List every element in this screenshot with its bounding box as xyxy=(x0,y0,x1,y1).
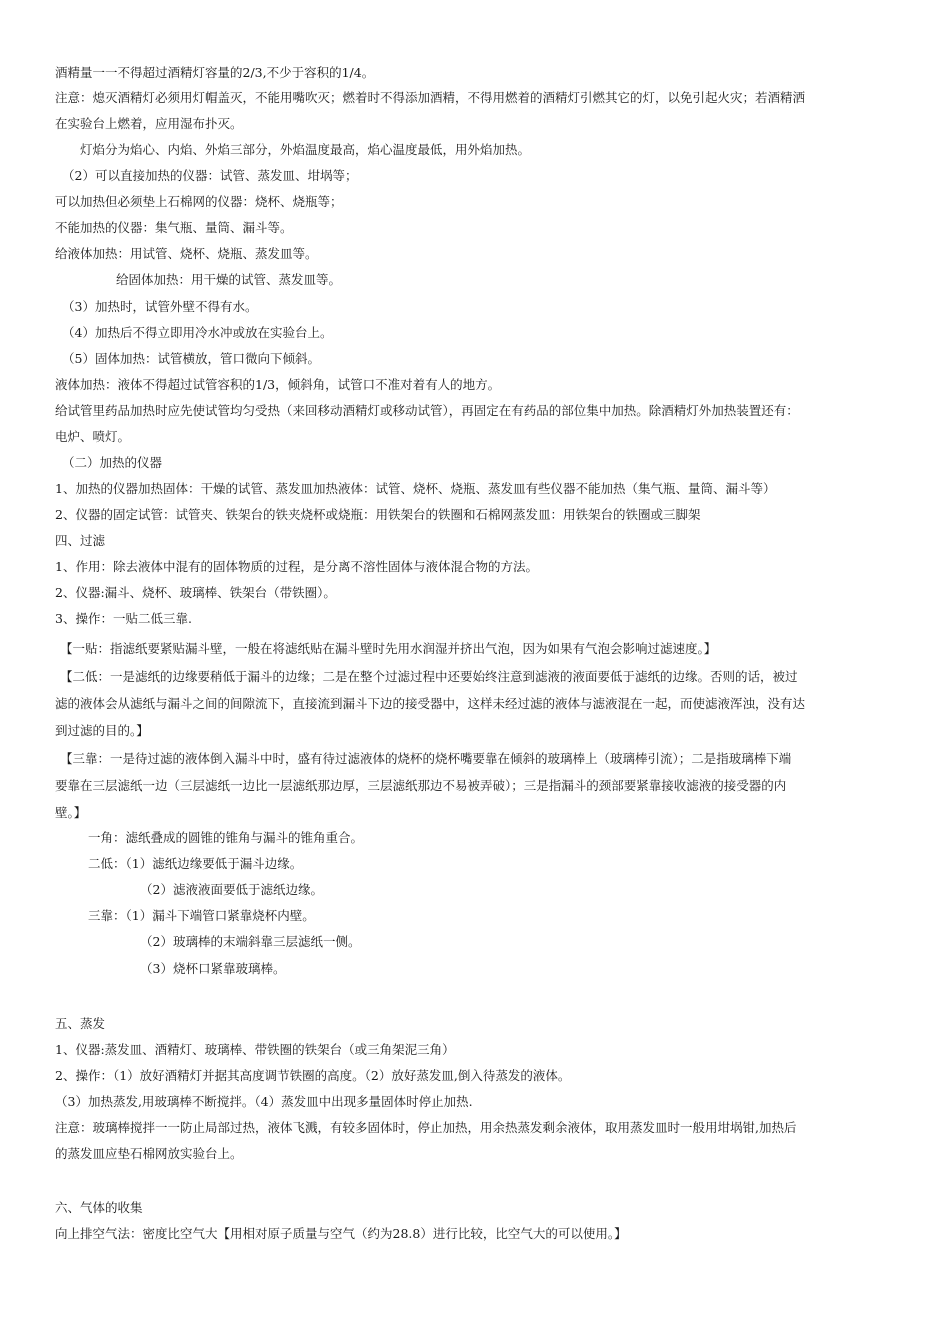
text-line: 2、仪器:漏斗、烧杯、玻璃棒、铁架台（带铁圈）。 xyxy=(55,585,336,600)
text-line: 滤的液体会从滤纸与漏斗之间的间隙流下，直接流到漏斗下边的接受器中，这样未经过滤的液体与滤液混在一起，而使滤液浑浊，没有达 xyxy=(55,696,806,711)
text-line: 电炉、喷灯。 xyxy=(55,429,131,444)
text-line: 三靠：（1）漏斗下端管口紧靠烧杯内壁。 xyxy=(88,908,315,923)
text-line: 2、仪器的固定试管：试管夹、铁架台的铁夹烧杯或烧瓶：用铁架台的铁圈和石棉网蒸发皿：用铁架台的铁圈或三脚架 xyxy=(55,507,701,522)
text-line: 2、操作：（1）放好酒精灯并据其高度调节铁圈的高度。（2）放好蒸发皿,倒入待蒸发的液体。 xyxy=(55,1068,571,1083)
text-line: 1、仪器:蒸发皿、酒精灯、玻璃棒、带铁圈的铁架台（或三角架泥三角） xyxy=(55,1042,455,1057)
text-line: （2）滤液液面要低于滤纸边缘。 xyxy=(140,882,323,897)
section-heading: 四、过滤 xyxy=(55,533,106,548)
text-line: 向上排空气法：密度比空气大【用相对原子质量与空气（约为28.8）进行比较，比空气大的可以使用。】 xyxy=(55,1226,627,1241)
text-line: 注意：玻璃棒搅拌一一防止局部过热，液体飞溅，有较多固体时，停止加热，用余热蒸发剩余液体，取用蒸发皿时一般用坩埚钳,加热后 xyxy=(55,1120,797,1135)
text-line: 要靠在三层滤纸一边（三层滤纸一边比一层滤纸那边厚，三层滤纸那边不易被弄破）；三是指漏斗的颈部要紧靠接收滤液的接受器的内 xyxy=(55,778,787,793)
text-line: 【二低：一是滤纸的边缘要稍低于漏斗的边缘；二是在整个过滤过程中还要始终注意到滤液的液面要低于滤纸的边缘。否则的话，被过 xyxy=(60,669,798,684)
section-heading: 五、蒸发 xyxy=(55,1016,106,1031)
text-line: 的蒸发皿应垫石棉网放实验台上。 xyxy=(55,1146,243,1161)
text-line: 不能加热的仪器：集气瓶、量筒、漏斗等。 xyxy=(55,220,293,235)
text-line: 给固体加热：用干燥的试管、蒸发皿等。 xyxy=(116,272,342,287)
text-line: 一角：滤纸叠成的圆锥的锥角与漏斗的锥角重合。 xyxy=(88,830,364,845)
text-line: （3）加热蒸发,用玻璃棒不断搅拌。（4）蒸发皿中出现多量固体时停止加热. xyxy=(55,1094,473,1109)
text-line: 灯焰分为焰心、内焰、外焰三部分，外焰温度最高，焰心温度最低，用外焰加热。 xyxy=(80,142,531,157)
text-line: （3）加热时，试管外壁不得有水。 xyxy=(62,299,258,314)
text-line: 壁。】 xyxy=(55,805,87,820)
text-line: 二低：（1）滤纸边缘要低于漏斗边缘。 xyxy=(88,856,303,871)
text-line: （4）加热后不得立即用冷水冲或放在实验台上。 xyxy=(62,325,333,340)
text-line: 酒精量一一不得超过酒精灯容量的2/3,不少于容积的1/4。 xyxy=(55,65,375,80)
text-line: 在实验台上燃着，应用湿布扑灭。 xyxy=(55,116,243,131)
text-line: （3）烧杯口紧靠玻璃棒。 xyxy=(140,961,286,976)
text-line: 液体加热：液体不得超过试管容积的1/3，倾斜角，试管口不准对着有人的地方。 xyxy=(55,377,501,392)
text-line: 给试管里药品加热时应先使试管均匀受热（来回移动酒精灯或移动试管），再固定在有药品的部位集中加热。除酒精灯外加热装置还有： xyxy=(55,403,799,418)
text-line: 1、加热的仪器加热固体：干燥的试管、蒸发皿加热液体：试管、烧杯、烧瓶、蒸发皿有些仪器不能加热（集气瓶、量筒、漏斗等） xyxy=(55,481,776,496)
text-line: 3、操作：一贴二低三靠. xyxy=(55,611,192,626)
text-line: 【三靠：一是待过滤的液体倒入漏斗中时，盛有待过滤液体的烧杯的烧杯嘴要靠在倾斜的玻璃棒上（玻璃棒引流）；二是指玻璃棒下端 xyxy=(60,751,792,766)
text-line: 到过滤的目的。】 xyxy=(55,723,149,738)
text-line: （2）玻璃棒的末端斜靠三层滤纸一侧。 xyxy=(140,934,361,949)
section-heading: （二）加热的仪器 xyxy=(62,455,163,470)
text-line: 可以加热但必须垫上石棉网的仪器：烧杯、烧瓶等； xyxy=(55,194,343,209)
text-line: 给液体加热：用试管、烧杯、烧瓶、蒸发皿等。 xyxy=(55,246,318,261)
text-line: 注意：熄灭酒精灯必须用灯帽盖灭，不能用嘴吹灭；燃着时不得添加酒精，不得用燃着的酒精灯引燃其它的灯，以免引起火灾；若酒精洒 xyxy=(55,90,806,105)
text-line: 【一贴：指滤纸要紧贴漏斗壁，一般在将滤纸贴在漏斗壁时先用水润湿并挤出气泡，因为如果有气泡会影响过滤速度。】 xyxy=(60,641,717,656)
section-heading: 六、气体的收集 xyxy=(55,1200,143,1215)
text-line: （5）固体加热：试管横放，管口微向下倾斜。 xyxy=(62,351,320,366)
text-line: 1、作用：除去液体中混有的固体物质的过程，是分离不溶性固体与液体混合物的方法。 xyxy=(55,559,538,574)
text-line: （2）可以直接加热的仪器：试管、蒸发皿、坩埚等； xyxy=(62,168,358,183)
